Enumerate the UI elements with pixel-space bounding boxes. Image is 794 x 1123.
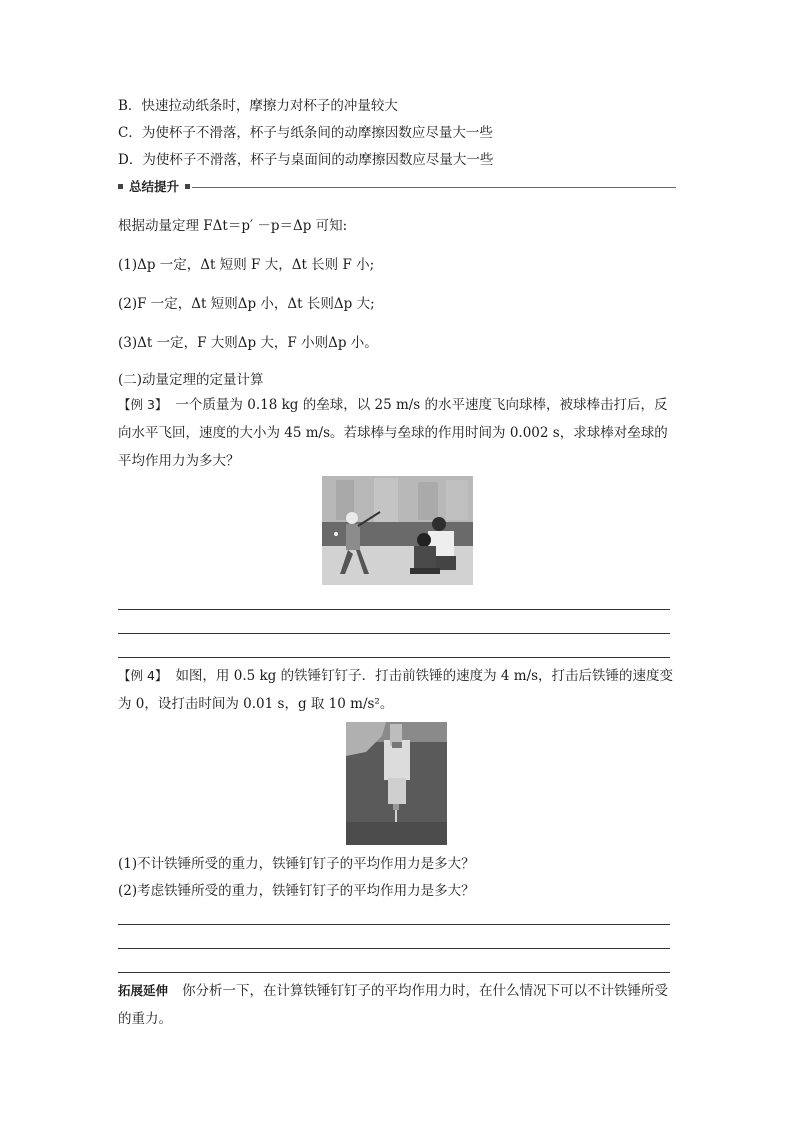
answer-line	[118, 948, 670, 949]
answer-line	[118, 657, 670, 658]
example-4-q2: (2)考虑铁锤所受的重力，铁锤钉钉子的平均作用力是多大？	[118, 883, 475, 899]
extension	[118, 977, 678, 1033]
answer-line	[118, 924, 670, 925]
answer-line	[118, 972, 670, 973]
summary-point-1: (1)Δp 一定，Δt 短则 F 大，Δt 长则 F 小;	[118, 257, 375, 273]
summary-point-3: (3)Δt 一定，F 大则Δp 大，F 小则Δp 小。	[118, 335, 378, 351]
section-title: (二)动量定理的定量计算	[118, 372, 264, 388]
example-3-label: 【例 3】	[118, 397, 168, 412]
summary-heading	[118, 177, 190, 197]
example-3-text: 一个质量为 0.18 kg 的垒球，以 25 m/s 的水平速度飞向球棒，被球棒击打后，反向水平飞回，速度的大小为 45 m/s。若球棒与垒球的作用时间为 0.002 s，求球棒对垒球的平均作用力为多大？	[118, 397, 668, 469]
answer-line	[118, 609, 670, 610]
square-bullet-icon	[118, 184, 123, 189]
option-d: D．为使杯子不滑落，杯子与桌面间的动摩擦因数应尽量大一些	[118, 152, 494, 168]
hammer-nail-photo	[346, 722, 447, 845]
extension-label: 拓展延伸	[118, 983, 169, 998]
option-c: C．为使杯子不滑落，杯子与纸条间的动摩擦因数应尽量大一些	[118, 125, 493, 141]
example-3	[118, 391, 678, 475]
example-4-text: 如图，用 0.5 kg 的铁锤钉钉子．打击前铁锤的速度为 4 m/s，打击后铁锤的速度变为 0，设打击时间为 0.01 s，g 取 10 m/s²。	[118, 668, 674, 712]
softball-batter-photo	[322, 476, 473, 585]
summary-heading-rule	[192, 187, 676, 188]
example-4-label: 【例 4】	[118, 668, 168, 683]
answer-line	[118, 633, 670, 634]
extension-text: 你分析一下，在计算铁锤钉钉子的平均作用力时，在什么情况下可以不计铁锤所受的重力。	[118, 983, 669, 1027]
option-b: B．快速拉动纸条时，摩擦力对杯子的冲量较大	[118, 98, 398, 114]
example-4-q1: (1)不计铁锤所受的重力，铁锤钉钉子的平均作用力是多大？	[118, 856, 475, 872]
summary-intro: 根据动量定理 FΔt＝p′ －p＝Δp 可知:	[118, 218, 348, 234]
summary-heading-text: 总结提升	[129, 179, 180, 194]
square-bullet-icon	[185, 184, 190, 189]
example-4	[118, 662, 678, 718]
summary-point-2: (2)F 一定，Δt 短则Δp 小，Δt 长则Δp 大;	[118, 296, 375, 312]
